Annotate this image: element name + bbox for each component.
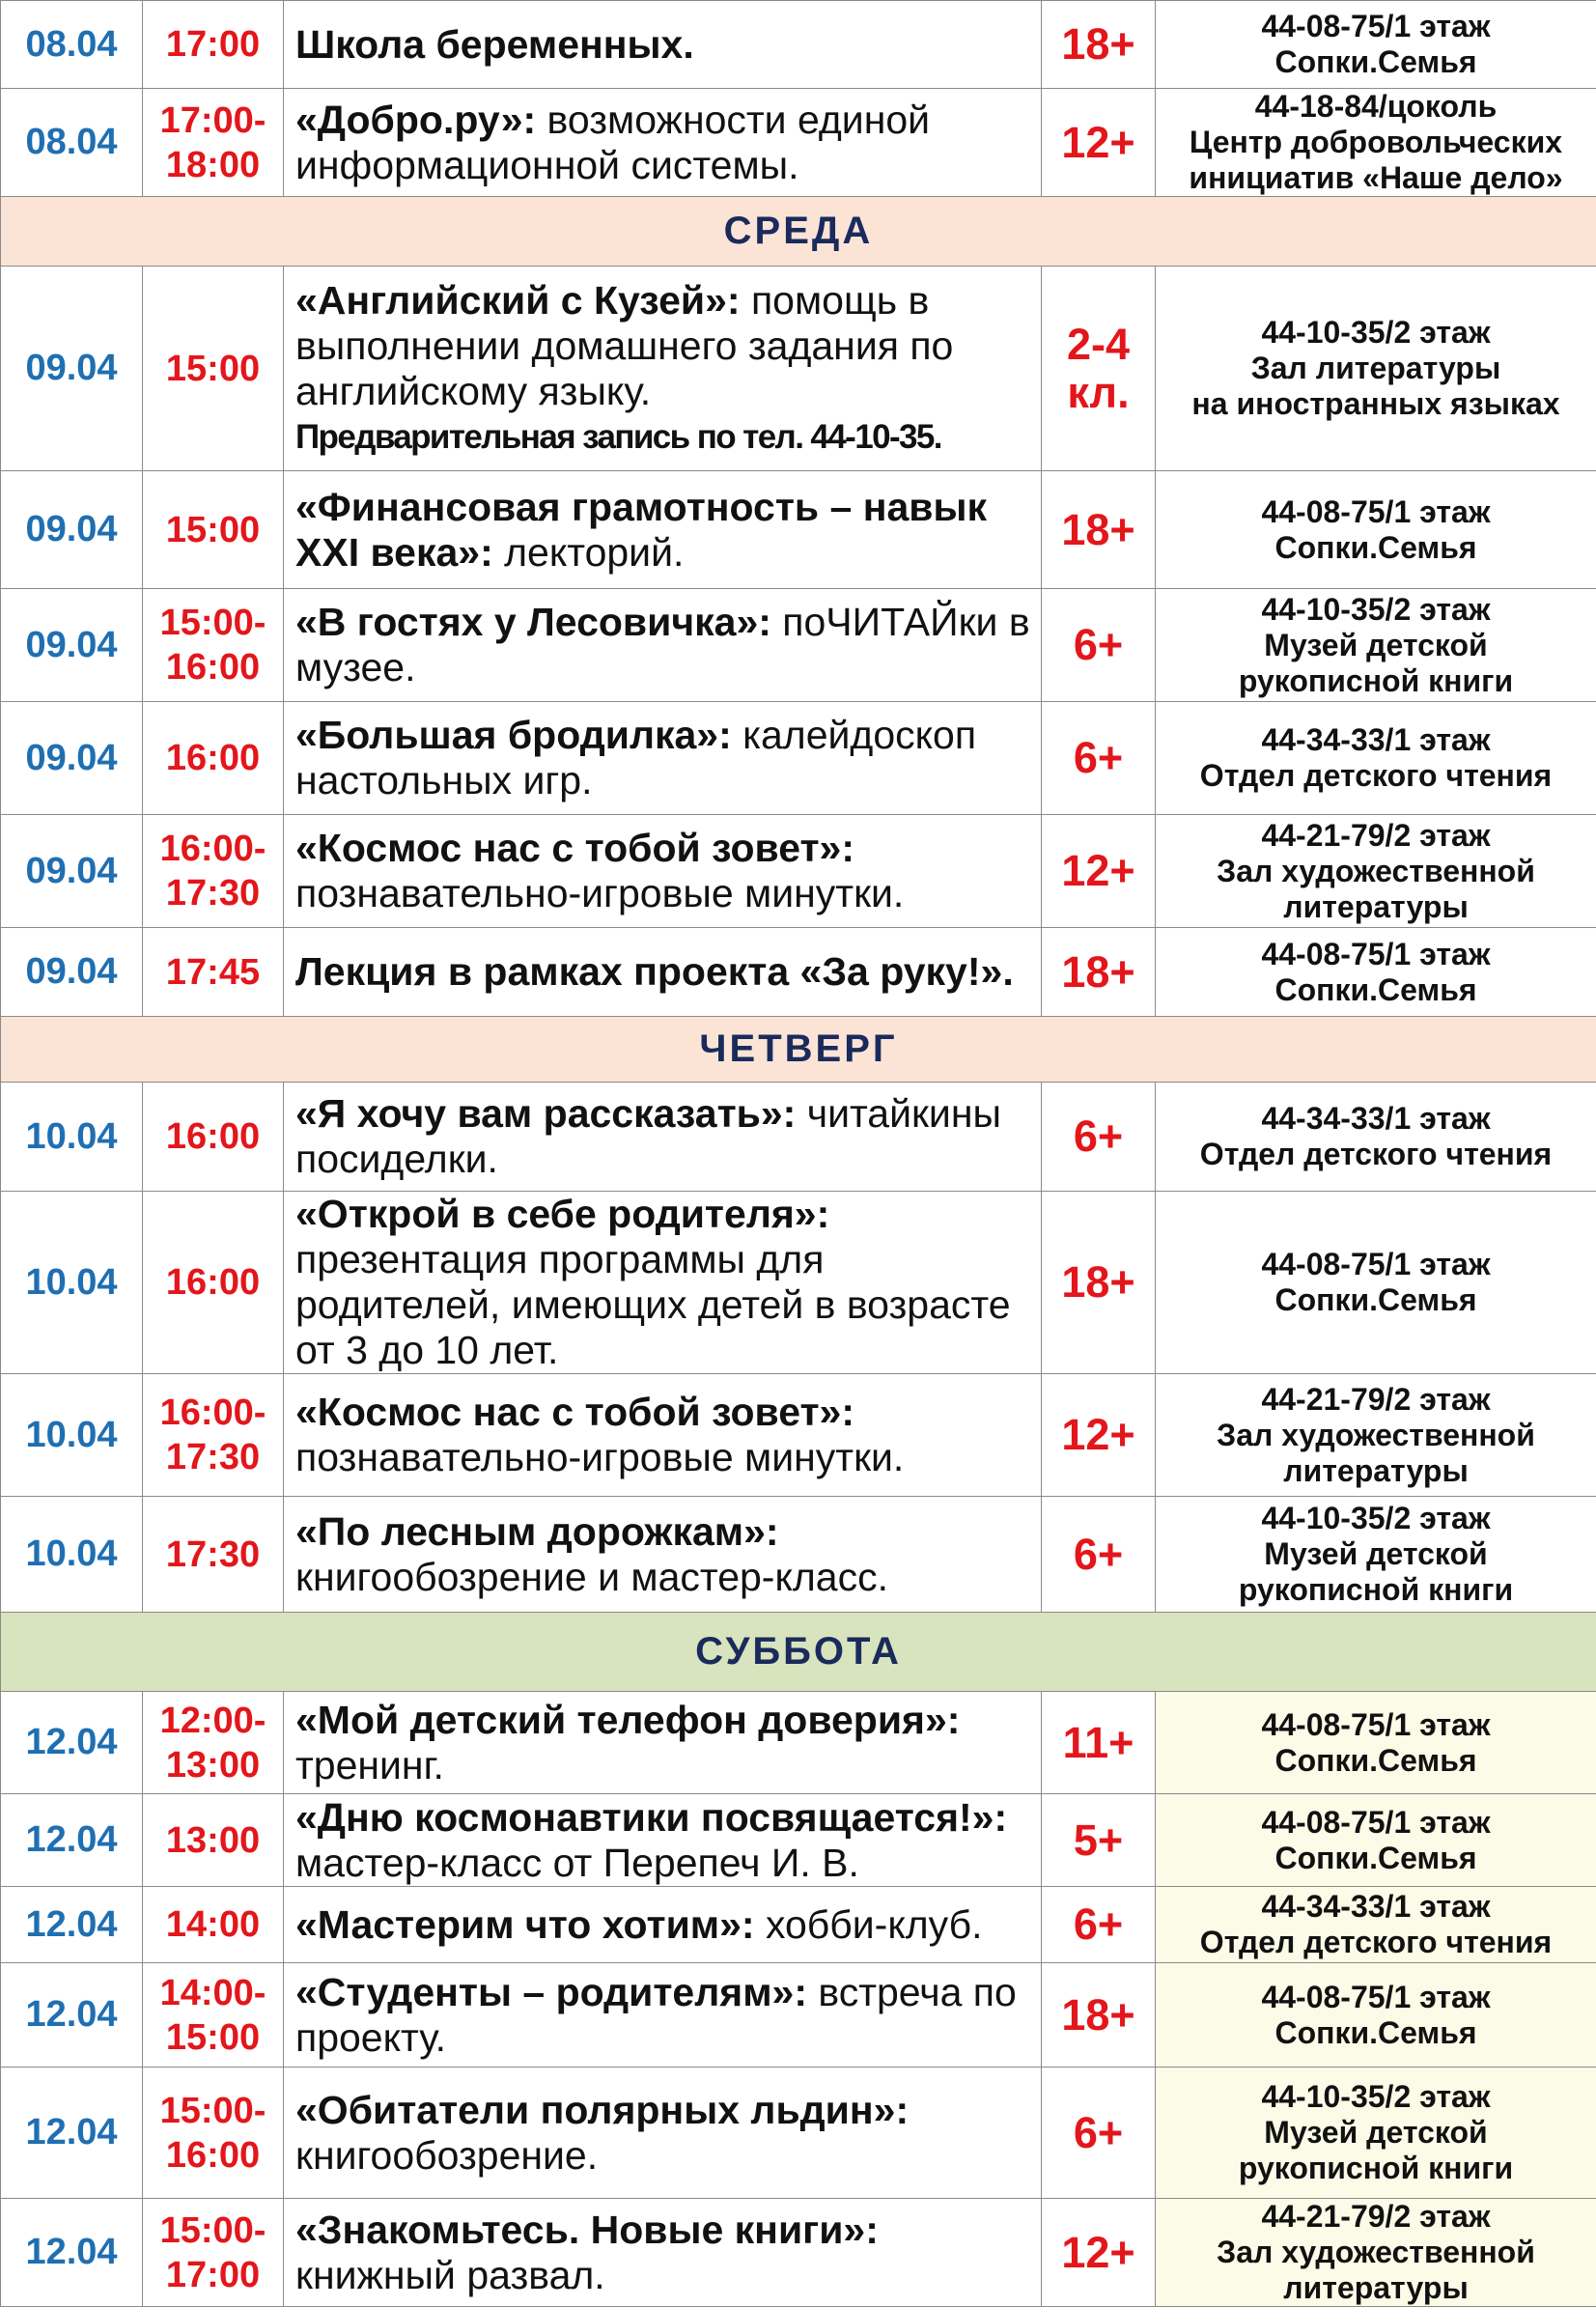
event-desc: встреча по проекту.	[295, 1970, 1017, 2060]
event-time	[143, 589, 284, 702]
location-line: 44-08-75/1 этаж	[1156, 1980, 1596, 2015]
location-line: 44-08-75/1 этаж	[1156, 1247, 1596, 1282]
location-line: Сопки.Семья	[1156, 1743, 1596, 1779]
event-time-part: 18:00	[143, 143, 283, 187]
event-time	[143, 2068, 284, 2199]
event-description	[284, 702, 1042, 815]
event-location	[1156, 928, 1596, 1017]
event-row	[1, 815, 1596, 928]
event-description	[284, 1083, 1042, 1192]
age-rating-part: 12+	[1042, 1411, 1155, 1459]
schedule-body	[1, 1, 1596, 2307]
day-header: ЧЕТВЕРГ	[1, 1017, 1596, 1083]
age-rating	[1042, 1192, 1156, 1374]
event-location	[1156, 471, 1596, 589]
event-time-part: 16:00-	[143, 1391, 283, 1435]
location-line: Сопки.Семья	[1156, 1841, 1596, 1876]
event-location	[1156, 1497, 1596, 1613]
event-time-part: 14:00	[143, 1902, 283, 1947]
event-title: «Знакомьтесь. Новые книги»:	[295, 2208, 879, 2252]
event-date: 09.04	[1, 928, 143, 1017]
age-rating-part: 18+	[1042, 1991, 1155, 2040]
event-time	[143, 815, 284, 928]
age-rating-part: 6+	[1042, 1900, 1155, 1949]
age-rating	[1042, 589, 1156, 702]
event-time	[143, 1192, 284, 1374]
event-row	[1, 1192, 1596, 1374]
location-line: 44-10-35/2 этаж	[1156, 592, 1596, 628]
event-time-part: 15:00-	[143, 2209, 283, 2253]
event-date: 09.04	[1, 589, 143, 702]
location-line: литературы	[1156, 2270, 1596, 2306]
event-description	[284, 815, 1042, 928]
location-line: литературы	[1156, 889, 1596, 925]
event-time	[143, 928, 284, 1017]
event-row	[1, 1692, 1596, 1794]
event-title: «Мастерим что хотим»:	[295, 1902, 755, 1947]
event-description	[284, 928, 1042, 1017]
event-row	[1, 471, 1596, 589]
age-rating	[1042, 1, 1156, 89]
location-line: Сопки.Семья	[1156, 2015, 1596, 2051]
event-location	[1156, 1887, 1596, 1963]
event-row	[1, 1497, 1596, 1613]
event-location	[1156, 1794, 1596, 1887]
event-description	[284, 89, 1042, 197]
event-time-part: 17:30	[143, 871, 283, 915]
age-rating	[1042, 1963, 1156, 2068]
age-rating	[1042, 1374, 1156, 1497]
event-date: 09.04	[1, 267, 143, 471]
event-row	[1, 589, 1596, 702]
event-description	[284, 1374, 1042, 1497]
event-time-part: 17:00-	[143, 98, 283, 143]
event-time	[143, 702, 284, 815]
age-rating-part: кл.	[1042, 369, 1155, 417]
age-rating-part: 5+	[1042, 1816, 1155, 1865]
event-time	[143, 1497, 284, 1613]
event-row	[1, 89, 1596, 197]
age-rating	[1042, 471, 1156, 589]
event-description	[284, 1192, 1042, 1374]
age-rating-part: 6+	[1042, 1112, 1155, 1161]
event-date: 12.04	[1, 1887, 143, 1963]
event-desc: читайкины посиделки.	[295, 1091, 1001, 1181]
day-header: СРЕДА	[1, 197, 1596, 267]
event-desc: хобби-клуб.	[755, 1902, 983, 1947]
event-time-part: 13:00	[143, 1818, 283, 1863]
event-title: «Обитатели полярных льдин»:	[295, 2088, 909, 2132]
event-title: «Дню космонавтики посвящается!»:	[295, 1795, 1007, 1840]
day-header: СУББОТА	[1, 1613, 1596, 1692]
age-rating-part: 6+	[1042, 734, 1155, 782]
event-description	[284, 1963, 1042, 2068]
event-title: «Космос нас с тобой зовет»:	[295, 1390, 854, 1434]
event-row	[1, 2068, 1596, 2199]
event-time	[143, 267, 284, 471]
event-description	[284, 267, 1042, 471]
event-time-part: 16:00	[143, 2133, 283, 2178]
event-title: «Я хочу вам рассказать»:	[295, 1091, 796, 1136]
age-rating-part: 18+	[1042, 506, 1155, 554]
event-location	[1156, 1192, 1596, 1374]
event-desc: познавательно-игровые минутки.	[295, 1435, 904, 1479]
event-location	[1156, 1, 1596, 89]
event-time-part: 17:00	[143, 22, 283, 67]
event-desc: презентация программы для родителей, имеющих детей в возрасте от 3 до 10 лет.	[295, 1237, 1011, 1372]
event-row	[1, 1374, 1596, 1497]
event-location	[1156, 2199, 1596, 2307]
event-desc: поЧИТАЙки в музее.	[295, 600, 1030, 689]
location-line: Зал художественной	[1156, 854, 1596, 889]
event-description	[284, 1794, 1042, 1887]
day-header-row	[1, 1613, 1596, 1692]
event-time-part: 16:00	[143, 645, 283, 689]
age-rating-part: 11+	[1042, 1719, 1155, 1767]
location-line: 44-34-33/1 этаж	[1156, 1101, 1596, 1137]
age-rating-part: 18+	[1042, 1258, 1155, 1307]
event-location	[1156, 702, 1596, 815]
event-time-part: 12:00-	[143, 1699, 283, 1743]
location-line: на иностранных языках	[1156, 386, 1596, 422]
location-line: 44-10-35/2 этаж	[1156, 2079, 1596, 2115]
location-line: 44-21-79/2 этаж	[1156, 818, 1596, 854]
event-desc: тренинг.	[295, 1743, 444, 1787]
age-rating-part: 12+	[1042, 119, 1155, 167]
event-time	[143, 471, 284, 589]
event-description	[284, 471, 1042, 589]
event-time	[143, 1374, 284, 1497]
location-line: 44-08-75/1 этаж	[1156, 1805, 1596, 1841]
event-time	[143, 89, 284, 197]
event-title: «Открой в себе родителя»:	[295, 1192, 829, 1236]
location-line: Центр добровольческих	[1156, 125, 1596, 160]
event-date: 12.04	[1, 2199, 143, 2307]
event-date: 10.04	[1, 1497, 143, 1613]
event-description	[284, 2068, 1042, 2199]
event-date: 12.04	[1, 2068, 143, 2199]
event-time-part: 17:30	[143, 1435, 283, 1479]
event-desc: книгообозрение.	[295, 2133, 598, 2178]
event-time	[143, 2199, 284, 2307]
event-location	[1156, 1083, 1596, 1192]
event-note: Предварительная запись по тел. 44-10-35.	[295, 414, 1031, 460]
event-location	[1156, 1374, 1596, 1497]
age-rating	[1042, 2068, 1156, 2199]
event-title: «Космос нас с тобой зовет»:	[295, 826, 854, 870]
event-desc: мастер-класс от Перепеч И. В.	[295, 1841, 859, 1885]
event-location	[1156, 815, 1596, 928]
event-desc: возможности единой информационной системы.	[295, 98, 930, 187]
age-rating-part: 6+	[1042, 621, 1155, 669]
age-rating	[1042, 1794, 1156, 1887]
day-header-row	[1, 1017, 1596, 1083]
event-description	[284, 1, 1042, 89]
age-rating-part: 2-4	[1042, 321, 1155, 369]
age-rating-part: 18+	[1042, 20, 1155, 69]
location-line: Зал художественной	[1156, 2235, 1596, 2270]
event-description	[284, 1887, 1042, 1963]
age-rating	[1042, 1083, 1156, 1192]
age-rating	[1042, 1692, 1156, 1794]
event-date: 09.04	[1, 471, 143, 589]
event-desc: помощь в выполнении домашнего задания по английскому языку.	[295, 278, 953, 413]
event-row	[1, 1083, 1596, 1192]
event-title: «Английский с Кузей»:	[295, 278, 741, 323]
location-line: 44-10-35/2 этаж	[1156, 315, 1596, 351]
event-date: 10.04	[1, 1083, 143, 1192]
age-rating	[1042, 702, 1156, 815]
event-row	[1, 2199, 1596, 2307]
location-line: литературы	[1156, 1453, 1596, 1489]
location-line: рукописной книги	[1156, 2151, 1596, 2186]
event-row	[1, 1, 1596, 89]
event-title: «По лесным дорожкам»:	[295, 1509, 779, 1554]
age-rating	[1042, 815, 1156, 928]
event-time-part: 15:00	[143, 508, 283, 552]
event-time-part: 15:00	[143, 2015, 283, 2060]
event-date: 08.04	[1, 89, 143, 197]
age-rating	[1042, 928, 1156, 1017]
location-line: 44-08-75/1 этаж	[1156, 9, 1596, 44]
event-row	[1, 928, 1596, 1017]
event-row	[1, 1963, 1596, 2068]
event-time	[143, 1692, 284, 1794]
location-line: 44-08-75/1 этаж	[1156, 494, 1596, 530]
event-time	[143, 1794, 284, 1887]
location-line: Музей детской	[1156, 2115, 1596, 2151]
event-location	[1156, 2068, 1596, 2199]
event-time-part: 14:00-	[143, 1971, 283, 2015]
event-location	[1156, 89, 1596, 197]
event-date: 10.04	[1, 1192, 143, 1374]
event-time-part: 13:00	[143, 1743, 283, 1787]
event-time-part: 15:00-	[143, 2089, 283, 2133]
event-title: «Мой детский телефон доверия»:	[295, 1698, 960, 1742]
event-time	[143, 1963, 284, 2068]
event-row	[1, 702, 1596, 815]
location-line: Сопки.Семья	[1156, 1282, 1596, 1318]
event-description	[284, 1692, 1042, 1794]
location-line: Отдел детского чтения	[1156, 1925, 1596, 1960]
event-date: 12.04	[1, 1692, 143, 1794]
location-line: Музей детской	[1156, 628, 1596, 663]
location-line: 44-10-35/2 этаж	[1156, 1501, 1596, 1536]
event-location	[1156, 1963, 1596, 2068]
event-location	[1156, 589, 1596, 702]
event-date: 12.04	[1, 1794, 143, 1887]
event-desc: книжный развал.	[295, 2253, 605, 2297]
event-date: 12.04	[1, 1963, 143, 2068]
event-title: «Добро.ру»:	[295, 98, 536, 142]
event-title: «Студенты – родителям»:	[295, 1970, 807, 2014]
event-date: 08.04	[1, 1, 143, 89]
location-line: инициатив «Наше дело»	[1156, 160, 1596, 196]
location-line: Сопки.Семья	[1156, 972, 1596, 1008]
location-line: 44-34-33/1 этаж	[1156, 722, 1596, 758]
location-line: Отдел детского чтения	[1156, 758, 1596, 794]
event-time	[143, 1083, 284, 1192]
location-line: 44-18-84/цоколь	[1156, 89, 1596, 125]
event-title: «Большая бродилка»:	[295, 713, 732, 757]
event-desc: познавательно-игровые минутки.	[295, 871, 904, 915]
event-title: Школа беременных.	[295, 22, 694, 67]
age-rating	[1042, 267, 1156, 471]
location-line: рукописной книги	[1156, 663, 1596, 699]
location-line: 44-21-79/2 этаж	[1156, 2199, 1596, 2235]
age-rating-part: 6+	[1042, 2109, 1155, 2157]
age-rating	[1042, 1887, 1156, 1963]
event-title: «Финансовая грамотность – навык XXI века»:	[295, 485, 987, 575]
event-time-part: 17:00	[143, 2253, 283, 2297]
event-date: 09.04	[1, 815, 143, 928]
event-row	[1, 1887, 1596, 1963]
location-line: Музей детской	[1156, 1536, 1596, 1572]
event-date: 09.04	[1, 702, 143, 815]
location-line: рукописной книги	[1156, 1572, 1596, 1608]
event-description	[284, 589, 1042, 702]
event-description	[284, 1497, 1042, 1613]
event-time	[143, 1, 284, 89]
event-desc: книгообозрение и мастер-класс.	[295, 1555, 888, 1599]
location-line: Зал литературы	[1156, 351, 1596, 386]
event-time	[143, 1887, 284, 1963]
event-location	[1156, 1692, 1596, 1794]
event-desc: лекторий.	[493, 530, 685, 575]
location-line: 44-21-79/2 этаж	[1156, 1382, 1596, 1418]
age-rating-part: 6+	[1042, 1531, 1155, 1579]
event-time-part: 16:00	[143, 736, 283, 780]
location-line: 44-08-75/1 этаж	[1156, 1707, 1596, 1743]
event-date: 10.04	[1, 1374, 143, 1497]
location-line: 44-08-75/1 этаж	[1156, 937, 1596, 972]
event-time-part: 15:00-	[143, 601, 283, 645]
event-location	[1156, 267, 1596, 471]
age-rating	[1042, 1497, 1156, 1613]
location-line: Сопки.Семья	[1156, 44, 1596, 80]
location-line: Сопки.Семья	[1156, 530, 1596, 566]
location-line: Отдел детского чтения	[1156, 1137, 1596, 1172]
event-row	[1, 267, 1596, 471]
event-time-part: 15:00	[143, 347, 283, 391]
age-rating-part: 18+	[1042, 948, 1155, 997]
event-description	[284, 2199, 1042, 2307]
location-line: 44-34-33/1 этаж	[1156, 1889, 1596, 1925]
age-rating	[1042, 89, 1156, 197]
event-desc: калейдоскоп настольных игр.	[295, 713, 976, 802]
event-time-part: 16:00-	[143, 827, 283, 871]
event-title: Лекция в рамках проекта «За руку!».	[295, 949, 1014, 994]
age-rating	[1042, 2199, 1156, 2307]
day-header-row	[1, 197, 1596, 267]
event-time-part: 16:00	[143, 1114, 283, 1159]
age-rating-part: 12+	[1042, 2229, 1155, 2277]
event-title: «В гостях у Лесовичка»:	[295, 600, 771, 644]
location-line: Зал художественной	[1156, 1418, 1596, 1453]
age-rating-part: 12+	[1042, 847, 1155, 895]
event-time-part: 17:30	[143, 1533, 283, 1577]
event-time-part: 17:45	[143, 950, 283, 995]
event-time-part: 16:00	[143, 1260, 283, 1305]
event-row	[1, 1794, 1596, 1887]
